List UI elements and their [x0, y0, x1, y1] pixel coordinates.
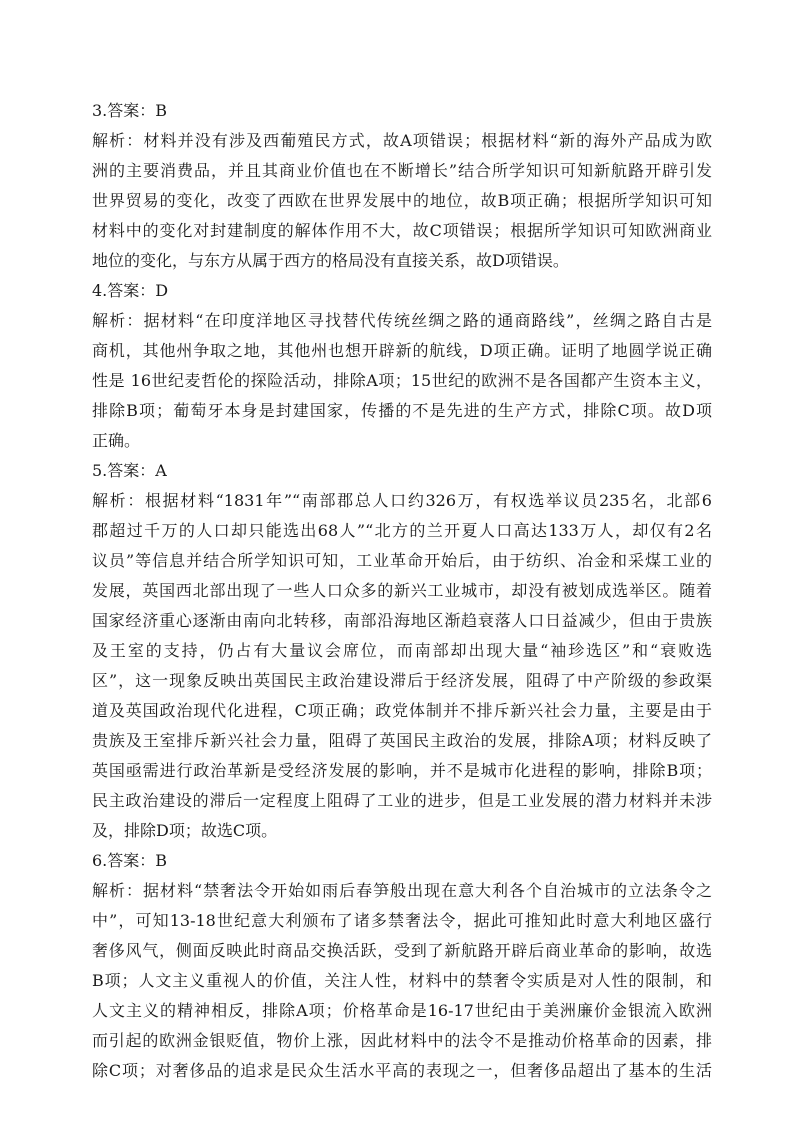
answer-heading: 5.答案：A — [92, 461, 167, 480]
explanation-line: 中”，可知13-18世纪意大利颁布了诸多禁奢法令，据此可推知此时意大利地区盛行 — [92, 911, 712, 930]
explanation-line: 郡超过千万的人口却只能选出68人”“北方的兰开夏人口高达133万人，却仅有2名 — [92, 521, 712, 540]
explanation-line: 而引起的欧洲金银贬值，物价上涨，因此材料中的法令不是推动价格革命的因素，排 — [92, 1031, 712, 1050]
explanation-line: 议员”等信息并结合所学知识可知，工业革命开始后，由于纺织、冶金和采煤工业的 — [92, 551, 712, 570]
explanation-line: 地位的变化，与东方从属于西方的格局没有直接关系，故D项错误。 — [92, 251, 569, 270]
explanation-line: 商机，其他州争取之地，其他州也想开辟新的航线，D项正确。证明了地圆学说正确 — [92, 341, 712, 360]
explanation-line: 材料中的变化对封建制度的解体作用不大，故C项错误；根据所学知识可知欧洲商业 — [92, 221, 712, 240]
explanation-line: B项；人文主义重视人的价值，关注人性，材料中的禁奢令实质是对人性的限制，和 — [92, 971, 712, 990]
explanation-line: 正确。 — [92, 431, 141, 450]
explanation-line: 道及英国政治现代化进程，C项正确；政党体制并不排斥新兴社会力量，主要是由于 — [92, 701, 712, 720]
explanation-line: 发展，英国西北部出现了一些人口众多的新兴工业城市，却没有被划成选举区。随着 — [92, 581, 712, 600]
explanation-line: 人文主义的精神相反，排除A项；价格革命是16-17世纪由于美洲廉价金银流入欧洲 — [92, 1001, 712, 1020]
explanation-line: 奢侈风气，侧面反映此时商品交换活跃，受到了新航路开辟后商业革命的影响，故选 — [92, 941, 712, 960]
explanation-line: 解析：根据材料“1831年”“南部郡总人口约326万，有权选举议员235名，北部6 — [92, 491, 712, 510]
explanation-line: 排除B项；葡萄牙本身是封建国家，传播的不是先进的生产方式，排除C项。故D项 — [92, 401, 712, 420]
document-body — [92, 96, 712, 1086]
explanation-line: 解析：据材料“在印度洋地区寻找替代传统丝绸之路的通商路线”，丝绸之路自古是 — [92, 311, 712, 330]
explanation-line: 贵族及王室排斥新兴社会力量，阻碍了英国民主政治的发展，排除A项；材料反映了 — [92, 731, 712, 750]
explanation-line: 洲的主要消费品，并且其商业价值也在不断增长”结合所学知识可知新航路开辟引发 — [92, 161, 712, 180]
answer-heading: 3.答案：B — [92, 101, 168, 120]
explanation-line: 民主政治建设的滞后一定程度上阻碍了工业的进步，但是工业发展的潜力材料并未涉 — [92, 791, 712, 810]
explanation-line: 国家经济重心逐渐由南向北转移，南部沿海地区渐趋衰落人口日益减少，但由于贵族 — [92, 611, 712, 630]
explanation-line: 及，排除D项；故选C项。 — [92, 821, 278, 840]
explanation-line: 解析：据材料“禁奢法令开始如雨后春笋般出现在意大利各个自治城市的立法条令之 — [92, 881, 712, 900]
explanation-line: 及王室的支持，仍占有大量议会席位，而南部却出现大量“袖珍选区”和“衰败选 — [92, 641, 712, 660]
explanation-line: 性是 16世纪麦哲伦的探险活动，排除A项；15世纪的欧洲不是各国都产生资本主义， — [92, 371, 712, 390]
explanation-line: 区”，这一现象反映出英国民主政治建设滞后于经济发展，阻碍了中产阶级的参政渠 — [92, 671, 712, 690]
explanation-line: 除C项；对奢侈品的追求是民众生活水平高的表现之一，但奢侈品超出了基本的生活 — [92, 1061, 712, 1080]
answer-heading: 4.答案：D — [92, 281, 169, 300]
explanation-line: 解析：材料并没有涉及西葡殖民方式，故A项错误；根据材料“新的海外产品成为欧 — [92, 131, 712, 150]
explanation-line: 世界贸易的变化，改变了西欧在世界发展中的地位，故B项正确；根据所学知识可知 — [92, 191, 712, 210]
answer-heading: 6.答案：B — [92, 851, 168, 870]
explanation-line: 英国亟需进行政治革新是受经济发展的影响，并不是城市化进程的影响，排除B项； — [92, 761, 712, 780]
